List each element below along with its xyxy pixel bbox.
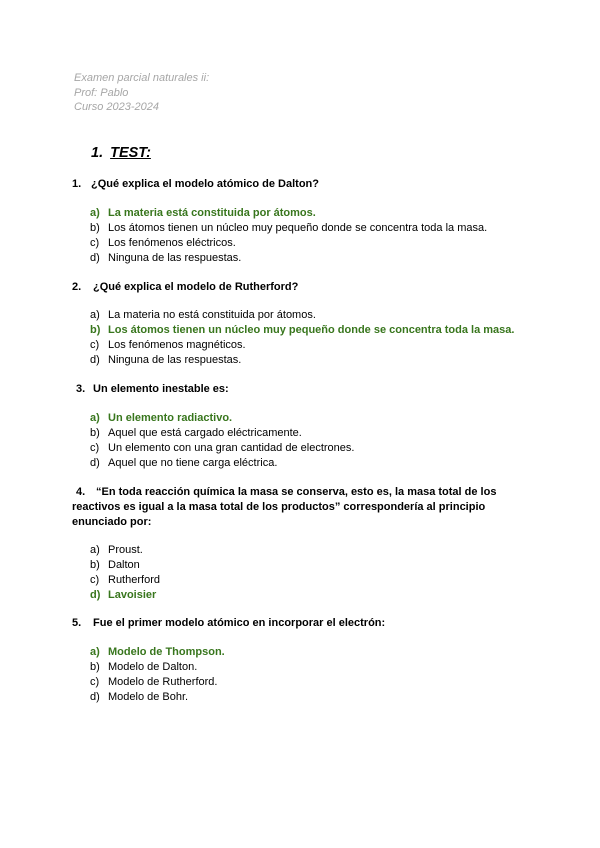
question-1 (72, 177, 532, 192)
question-2 (72, 280, 532, 295)
question-number: 5. (72, 617, 82, 629)
option-letter: c) (90, 574, 100, 586)
option-a (90, 645, 225, 660)
question-number: 3. (76, 383, 86, 395)
option-text: Aquel que está cargado eléctricamente. (108, 427, 302, 439)
option-d (90, 353, 514, 368)
exam-header (74, 71, 209, 115)
section-number: 1. (91, 145, 104, 161)
option-letter: b) (90, 559, 100, 571)
option-text: La materia está constituida por átomos. (108, 207, 316, 219)
option-text: Aquel que no tiene carga eléctrica. (108, 457, 278, 469)
option-c (90, 675, 225, 690)
option-letter: b) (90, 222, 100, 234)
option-letter: a) (90, 646, 100, 658)
option-b (90, 426, 354, 441)
question-3 (76, 382, 536, 397)
question-5 (72, 616, 532, 631)
option-letter: b) (90, 427, 100, 439)
option-text: La materia no está constituida por átomos. (108, 309, 316, 321)
option-c (90, 573, 160, 588)
header-exam-title: Examen parcial naturales ii: (74, 72, 210, 84)
section-title (91, 145, 151, 161)
option-a (90, 206, 487, 221)
option-text: Modelo de Dalton. (108, 661, 198, 673)
option-a (90, 543, 160, 558)
option-text: Un elemento radiactivo. (108, 412, 233, 424)
question-1-options (90, 206, 487, 266)
option-d (90, 456, 354, 471)
option-d (90, 588, 160, 603)
option-letter: d) (90, 457, 100, 469)
header-teacher: Prof: Pablo (74, 86, 129, 99)
option-c (90, 236, 487, 251)
option-text: Un elemento con una gran cantidad de electrones. (108, 442, 355, 454)
option-c (90, 338, 514, 353)
question-text: “En toda reacción química la masa se conserva, esto es, la masa total de los reactivos es igual a la masa total de los productos” correspondería al principio enunciado por: (72, 486, 497, 528)
question-number: 1. (72, 178, 82, 190)
option-text: Ninguna de las respuestas. (108, 354, 242, 366)
question-4 (72, 485, 527, 530)
question-number: 4. (76, 486, 86, 498)
option-letter: b) (90, 661, 100, 673)
option-text: Los fenómenos eléctricos. (108, 237, 236, 249)
option-letter: a) (90, 544, 100, 556)
option-b (90, 323, 514, 338)
option-letter: c) (90, 339, 100, 351)
option-text: Modelo de Rutherford. (108, 676, 218, 688)
option-text: Los átomos tienen un núcleo muy pequeño donde se concentra toda la masa. (108, 222, 488, 234)
option-letter: c) (90, 442, 100, 454)
question-text: Fue el primer modelo atómico en incorporar el electrón: (93, 617, 386, 629)
option-d (90, 251, 487, 266)
question-text: ¿Qué explica el modelo atómico de Dalton? (91, 178, 319, 190)
option-d (90, 690, 225, 705)
option-letter: c) (90, 237, 100, 249)
question-number: 2. (72, 281, 82, 293)
option-b (90, 558, 160, 573)
question-4-options (90, 543, 160, 603)
question-2-options (90, 308, 514, 368)
option-text: Ninguna de las respuestas. (108, 252, 242, 264)
option-b (90, 221, 487, 236)
section-title-text: TEST: (110, 145, 151, 161)
option-letter: d) (90, 354, 100, 366)
option-text: Los fenómenos magnéticos. (108, 339, 246, 351)
option-letter: a) (90, 412, 100, 424)
option-letter: a) (90, 207, 100, 219)
option-text: Dalton (108, 559, 140, 571)
option-letter: d) (90, 691, 100, 703)
option-text: Lavoisier (108, 589, 157, 601)
option-letter: d) (90, 252, 100, 264)
question-text: Un elemento inestable es: (93, 383, 229, 395)
question-text: ¿Qué explica el modelo de Rutherford? (93, 281, 299, 293)
option-letter: d) (90, 589, 101, 601)
option-text: Modelo de Thompson. (108, 646, 225, 658)
option-letter: c) (90, 676, 100, 688)
option-a (90, 411, 354, 426)
option-text: Proust. (108, 544, 143, 556)
option-c (90, 441, 354, 456)
option-text: Modelo de Bohr. (108, 691, 189, 703)
option-text: Los átomos tienen un núcleo muy pequeño donde se concentra toda la masa. (108, 324, 515, 336)
question-5-options (90, 645, 225, 705)
option-b (90, 660, 225, 675)
option-letter: a) (90, 309, 100, 321)
header-course: Curso 2023-2024 (74, 101, 160, 113)
option-letter: b) (90, 324, 101, 336)
option-text: Rutherford (108, 574, 160, 586)
option-a (90, 308, 514, 323)
question-3-options (90, 411, 354, 471)
